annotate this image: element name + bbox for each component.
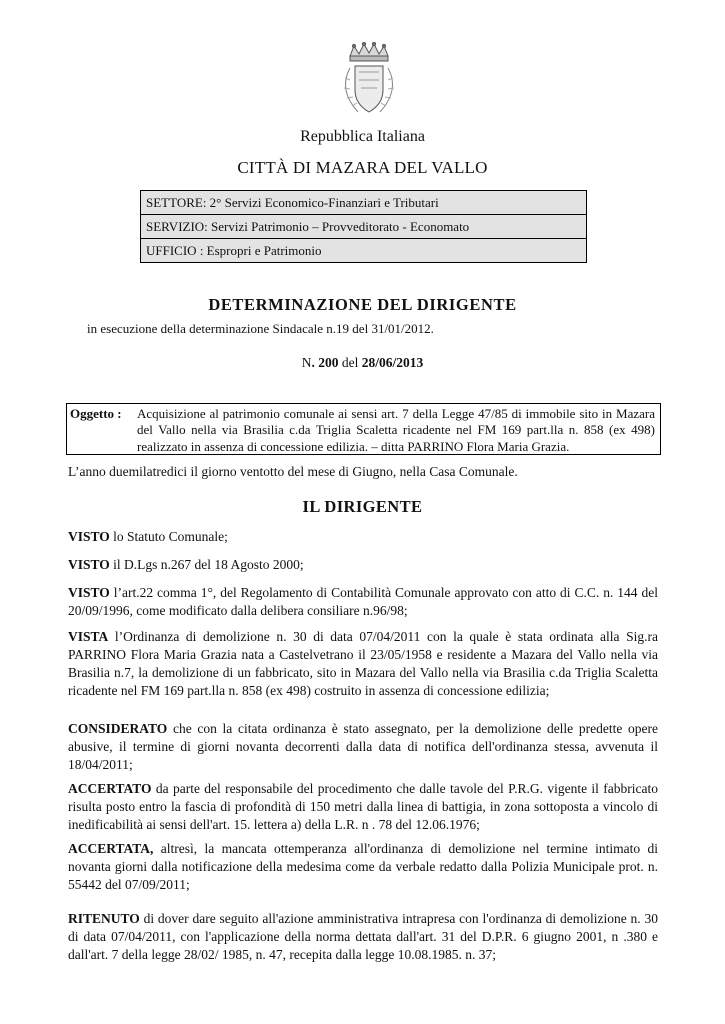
- paragraph-text: il D.Lgs n.267 del 18 Agosto 2000;: [109, 557, 304, 572]
- paragraph-text: l’art.22 comma 1°, del Regolamento di Contabilità Comunale approvato con atto di C.C. n. 144 del 20/09/1996, come modificato dalla delibera consiliare n.96/98;: [68, 585, 658, 618]
- paragraph-text: l’Ordinanza di demolizione n. 30 di data 07/04/2011 con la quale è stata ordinata alla Sig.ra PARRINO Flora Maria Grazia nata a Castelvetrano il 23/05/1958 e residente a Mazara del Vallo nella via Brasilia n.7, la demolizione di un fabbricato, sito in Mazara del Vallo nella via Brasilia c.da Triglia Scaletta ricadente nel FM 169 part.lla n. 858 (ex 498) costruito in assenza di concessione edilizia;: [68, 629, 658, 698]
- paragraph-visto-statuto: [68, 528, 658, 546]
- paragraph-lead: ACCERTATO: [68, 781, 152, 796]
- section-title-dirigente: IL DIRIGENTE: [302, 497, 423, 516]
- paragraph-lead: CONSIDERATO: [68, 721, 168, 736]
- paragraph-accertato: [68, 780, 658, 834]
- city-crest-icon: [328, 42, 410, 118]
- number-prefix: N: [301, 355, 312, 370]
- paragraph-text: da parte del responsabile del procedimento che dalle tavole del P.R.G. vigente il fabbricato risulta posto entro la fascia di profondità di 150 metri dalla linea di battigia, in zona sottoposta a vincolo di inedificabilità ai sensi dell'art. 15. lettera a) della L.R. n . 78 del 12.06.1976;: [68, 781, 658, 832]
- office-info-box: [140, 190, 587, 263]
- paragraph-considerato: [68, 720, 658, 774]
- republic-heading: Repubblica Italiana: [300, 128, 425, 145]
- paragraph-text: altresì, la mancata ottemperanza all'ordinanza di demolizione nel termine intimato di novanta giorni dalla notificazione della medesima come da verbale redatto dalla Polizia Municipale prot. n. 55442 del 07/09/2011;: [68, 841, 658, 892]
- subject-text: Acquisizione al patrimonio comunale ai sensi art. 7 della Legge 47/85 di immobile sito in Mazara del Vallo nella via Brasilia c.da Triglia Scaletta ricadente nel FM 169 part.lla n. 858 (ex 498) realizzato in assenza di concessione edilizia. – ditta PARRINO Flora Maria Grazia.: [137, 406, 655, 454]
- subject-label: Oggetto :: [70, 406, 122, 421]
- date-value: 28/06/2013: [361, 355, 424, 370]
- paragraph-accertata: [68, 840, 658, 894]
- settore-row: SETTORE: 2° Servizi Economico-Finanziari e Tributari: [141, 191, 586, 215]
- paragraph-visto-dlgs: [68, 556, 658, 574]
- city-heading: CITTÀ DI MAZARA DEL VALLO: [237, 158, 488, 177]
- intro-line: L’anno duemilatredici il giorno ventotto del mese di Giugno, nella Casa Comunale.: [68, 464, 518, 479]
- paragraph-lead: RITENUTO: [68, 911, 140, 926]
- paragraph-text: di dover dare seguito all'azione amministrativa intrapresa con l'ordinanza di demolizione n. 30 di data 07/04/2011, con l'applicazione della norma dettata dall'art. 31 del D.P.R. 6 giugno 2001, n .380 e dall'art. 7 della legge 28/02/ 1985, n. 47, recepita dalla legge 10.08.1985. n. 37;: [68, 911, 658, 962]
- number-value: . 200: [311, 355, 339, 370]
- paragraph-lead: VISTA: [68, 629, 109, 644]
- paragraph-text: che con la citata ordinanza è stato assegnato, per la demolizione delle predette opere abusive, il termine di giorni novanta decorrenti dalla data di notifica dell'ordinanza stessa, avvenuta il 18/04/2011;: [68, 721, 658, 772]
- subject-box: [66, 403, 661, 455]
- date-word: del: [338, 355, 362, 370]
- paragraph-vista-ordinanza: [68, 628, 658, 700]
- ufficio-row: UFFICIO : Espropri e Patrimonio: [141, 239, 586, 262]
- document-title: DETERMINAZIONE DEL DIRIGENTE: [208, 295, 517, 314]
- paragraph-visto-regolamento: [68, 584, 658, 620]
- paragraph-lead: VISTO: [68, 557, 110, 572]
- paragraph-lead: VISTO: [68, 529, 110, 544]
- execution-note: in esecuzione della determinazione Sindacale n.19 del 31/01/2012.: [87, 321, 434, 336]
- document-number: [0, 355, 725, 371]
- paragraph-lead: ACCERTATA,: [68, 841, 154, 856]
- paragraph-text: lo Statuto Comunale;: [109, 529, 228, 544]
- servizio-row: SERVIZIO: Servizi Patrimonio – Provveditorato - Economato: [141, 215, 586, 239]
- paragraph-ritenuto: [68, 910, 658, 964]
- paragraph-lead: VISTO: [68, 585, 110, 600]
